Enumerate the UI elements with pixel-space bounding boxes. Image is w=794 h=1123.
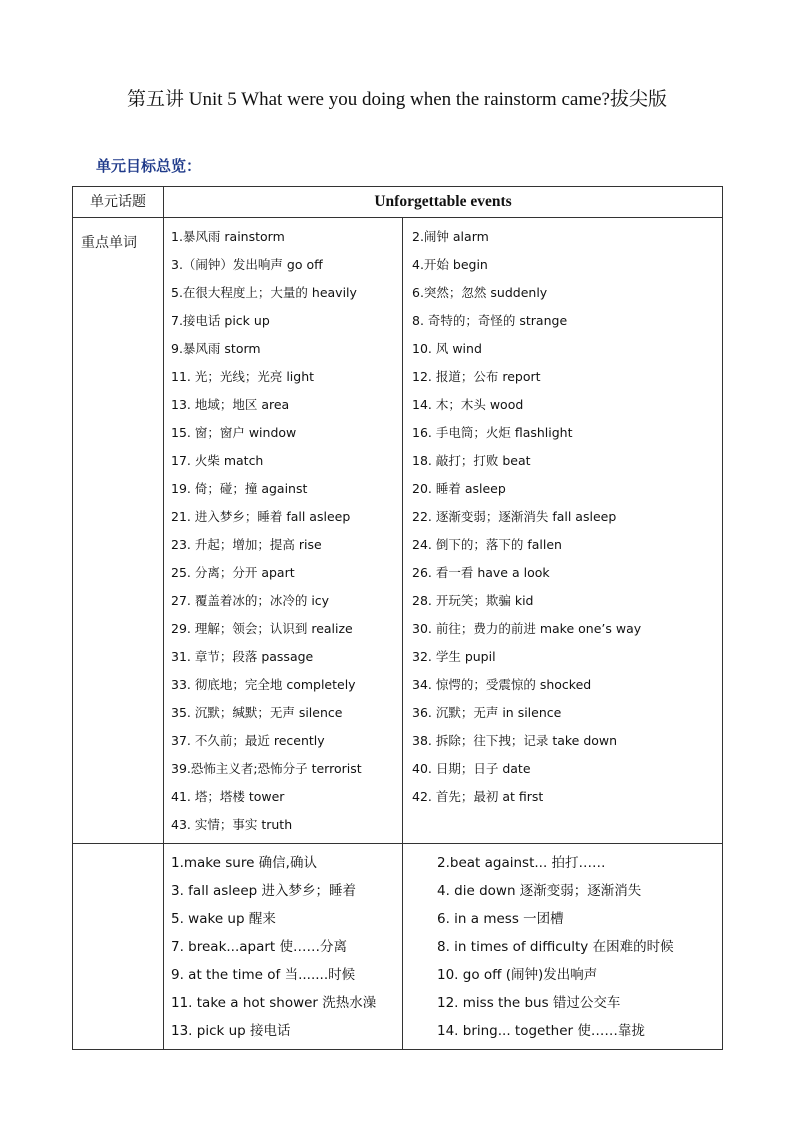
- phrase-item: 4. die down 逐渐变弱；逐渐消失: [437, 883, 642, 899]
- phrase-item: 6. in a mess 一团槽: [437, 911, 564, 927]
- vocab-item: 32. 学生 pupil: [412, 649, 496, 664]
- vocab-item: 34. 惊愕的；受震惊的 shocked: [412, 677, 592, 692]
- vocab-item: 17. 火柴 match: [171, 453, 264, 468]
- words-left-list: [164, 218, 402, 843]
- vocab-item: 29. 理解；领会；认识到 realize: [171, 621, 353, 636]
- topic-label: 单元话题: [73, 187, 164, 218]
- phrases-left-cell: [164, 844, 403, 1050]
- phrase-item: 3. fall asleep 进入梦乡；睡着: [171, 883, 357, 899]
- vocab-item: 31. 章节；段落 passage: [171, 649, 314, 664]
- vocab-item: 10. 风 wind: [412, 341, 482, 356]
- phrases-label: [73, 844, 164, 1050]
- vocab-item: 41. 塔；塔楼 tower: [171, 789, 285, 804]
- phrase-item: 5. wake up 醒来: [171, 911, 276, 927]
- vocab-item: 7.接电话 pick up: [171, 313, 270, 328]
- vocab-item: 1.暴风雨 rainstorm: [171, 229, 285, 244]
- page-title: 第五讲 Unit 5 What were you doing when the rainstorm came?拔尖版: [127, 89, 667, 110]
- words-label: 重点单词: [73, 218, 164, 844]
- phrase-item: 14. bring... together 使……靠拢: [437, 1023, 645, 1039]
- phrases-right-list: [403, 844, 722, 1049]
- words-right-cell: [403, 218, 723, 844]
- vocab-item: 26. 看一看 have a look: [412, 565, 550, 580]
- topic-value: Unforgettable events: [164, 187, 723, 218]
- vocab-item: 3.（闹钟）发出响声 go off: [171, 257, 323, 272]
- vocab-item: 39.恐怖主义者;恐怖分子 terrorist: [171, 761, 362, 776]
- vocab-item: 27. 覆盖着冰的；冰冷的 icy: [171, 593, 330, 608]
- phrases-right-cell: [403, 844, 723, 1050]
- vocab-item: 23. 升起；增加；提高 rise: [171, 537, 322, 552]
- phrase-item: 13. pick up 接电话: [171, 1023, 291, 1039]
- vocab-item: 42. 首先；最初 at first: [412, 789, 544, 804]
- words-row: [73, 218, 723, 844]
- vocab-item: 37. 不久前；最近 recently: [171, 733, 325, 748]
- vocab-item: 43. 实情；事实 truth: [171, 817, 293, 832]
- phrase-item: 9. at the time of 当.......时候: [171, 967, 356, 983]
- vocab-item: 38. 拆除；往下拽；记录 take down: [412, 733, 618, 748]
- vocab-item: 9.暴风雨 storm: [171, 341, 261, 356]
- vocab-item: 24. 倒下的；落下的 fallen: [412, 537, 562, 552]
- section-heading: 单元目标总览：: [96, 157, 202, 175]
- vocab-item: 18. 敲打；打败 beat: [412, 453, 531, 468]
- phrase-item: 1.make sure 确信,确认: [171, 855, 317, 871]
- vocab-item: 25. 分离；分开 apart: [171, 565, 295, 580]
- phrase-item: 8. in times of difficulty 在困难的时候: [437, 939, 674, 955]
- vocab-item: 14. 木；木头 wood: [412, 397, 524, 412]
- vocab-item: 20. 睡着 asleep: [412, 481, 506, 496]
- vocab-item: 16. 手电筒；火炬 flashlight: [412, 425, 573, 440]
- unit-overview-table: [72, 186, 723, 1050]
- vocab-item: 11. 光；光线；光亮 light: [171, 369, 315, 384]
- vocab-item: 2.闹钟 alarm: [412, 229, 489, 244]
- vocab-item: 28. 开玩笑；欺骗 kid: [412, 593, 534, 608]
- phrases-left-list: [164, 844, 402, 1049]
- vocab-item: 22. 逐渐变弱；逐渐消失 fall asleep: [412, 509, 617, 524]
- vocab-item: 5.在很大程度上；大量的 heavily: [171, 285, 357, 300]
- words-right-list: [403, 218, 722, 815]
- phrases-row: [73, 844, 723, 1050]
- phrase-item: 2.beat against... 拍打……: [437, 855, 606, 871]
- vocab-item: 8. 奇特的；奇怪的 strange: [412, 313, 568, 328]
- vocab-item: 36. 沉默；无声 in silence: [412, 705, 562, 720]
- vocab-item: 12. 报道；公布 report: [412, 369, 541, 384]
- vocab-item: 40. 日期；日子 date: [412, 761, 531, 776]
- phrase-item: 11. take a hot shower 洗热水澡: [171, 995, 377, 1011]
- words-left-cell: [164, 218, 403, 844]
- vocab-item: 33. 彻底地；完全地 completely: [171, 677, 356, 692]
- vocab-item: 4.开始 begin: [412, 257, 488, 272]
- vocab-item: 6.突然；忽然 suddenly: [412, 285, 548, 300]
- vocab-item: 21. 进入梦乡；睡着 fall asleep: [171, 509, 351, 524]
- vocab-item: 19. 倚；碰；撞 against: [171, 481, 308, 496]
- vocab-item: 15. 窗；窗户 window: [171, 425, 297, 440]
- vocab-item: 35. 沉默；缄默；无声 silence: [171, 705, 343, 720]
- phrase-item: 7. break...apart 使……分离: [171, 939, 348, 955]
- topic-row: [73, 187, 723, 218]
- vocab-item: 30. 前往；费力的前进 make one’s way: [412, 621, 642, 636]
- vocab-item: 13. 地域；地区 area: [171, 397, 290, 412]
- phrase-item: 10. go off (闹钟)发出响声: [437, 967, 598, 983]
- phrase-item: 12. miss the bus 错过公交车: [437, 995, 621, 1011]
